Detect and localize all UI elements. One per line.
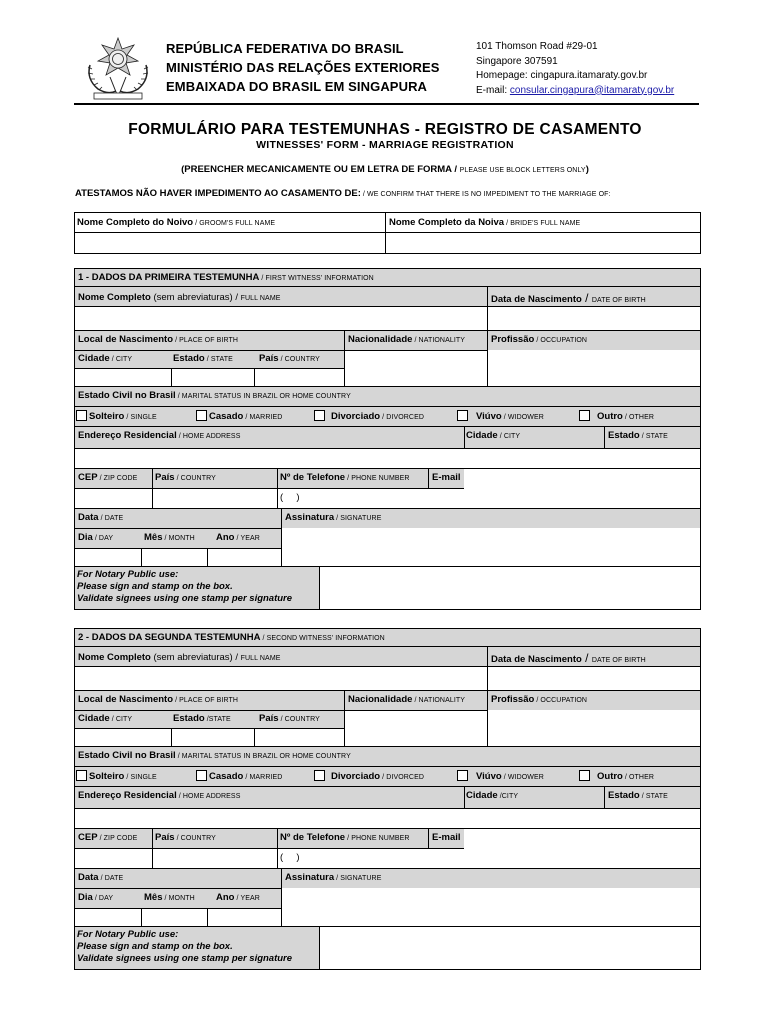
day-en: / DAY: [92, 535, 114, 542]
divorced-checkbox[interactable]: [314, 770, 325, 781]
full-name-mid: (sem abreviaturas) /: [150, 292, 241, 303]
attestation-line: [75, 188, 611, 199]
address-en: / HOME ADDRESS: [176, 433, 241, 440]
divider: [74, 786, 701, 787]
married-pt: Casado: [209, 771, 244, 782]
home-address-field[interactable]: [75, 449, 700, 468]
zip-country-label: [155, 832, 216, 845]
city-en: / CITY: [109, 356, 133, 363]
full-name-en: FULL NAME: [240, 295, 281, 302]
sig-pt: Assinatura: [285, 512, 335, 523]
dob-pt: Data de Nascimento: [491, 654, 582, 665]
instruction-en: PLEASE USE BLOCK LETTERS ONLY: [459, 167, 586, 174]
month-en: / MONTH: [162, 895, 195, 902]
marital-pt: Estado Civil no Brasil: [78, 750, 176, 761]
month-pt: Mês: [144, 532, 163, 543]
second-witness-section: [74, 628, 701, 970]
signature-field[interactable]: [282, 529, 700, 566]
date-label: [78, 872, 123, 885]
phone-parentheses: ( ): [280, 492, 300, 503]
groom-name-field[interactable]: [75, 233, 385, 253]
header-line-embassy: EMBAIXADA DO BRASIL EM SINGAPURA: [166, 79, 428, 94]
notary-line-1: For Notary Public use:: [77, 569, 179, 580]
zip-en: / ZIP CODE: [97, 475, 138, 482]
date-pt: Data: [78, 512, 99, 523]
brazil-coat-of-arms-icon: [80, 35, 156, 101]
divider: [74, 508, 701, 509]
year-label: [216, 892, 260, 905]
country-pt: País: [259, 713, 279, 724]
single-pt: Solteiro: [89, 771, 125, 782]
bride-name-label: [389, 217, 580, 230]
marital-en: / MARITAL STATUS IN BRAZIL OR HOME COUNTRY: [175, 393, 351, 400]
other-en: / OTHER: [622, 774, 654, 781]
month-field[interactable]: [142, 909, 207, 926]
single-option[interactable]: [76, 410, 157, 424]
zcountry-pt: País: [155, 832, 175, 843]
occ-pt: Profissão: [491, 334, 535, 345]
date-pt: Data: [78, 872, 99, 883]
email-field[interactable]: [465, 469, 700, 508]
pob-en: / PLACE OF BIRTH: [173, 337, 239, 344]
day-en: / DAY: [92, 895, 114, 902]
other-pt: Outro: [597, 411, 623, 422]
city-label: [78, 713, 132, 726]
address-pt: Endereço Residencial: [78, 790, 177, 801]
divider: [74, 766, 701, 767]
year-field[interactable]: [208, 909, 281, 926]
dob-en: DATE OF BIRTH: [591, 297, 646, 304]
sig-en: / SIGNATURE: [334, 515, 382, 522]
married-pt: Casado: [209, 411, 244, 422]
attestation-pt: ATESTAMOS NÃO HAVER IMPEDIMENTO AO CASAMENTO DE:: [75, 188, 361, 199]
groom-label-pt: Nome Completo do Noivo: [77, 217, 194, 228]
notary-instructions: [77, 569, 292, 605]
phone-label: [280, 472, 410, 485]
full-name-field[interactable]: [75, 307, 487, 330]
other-option[interactable]: [579, 410, 654, 424]
section-title-pt: 2 - DADOS DA SEGUNDA TESTEMUNHA: [78, 632, 261, 643]
divider: [74, 868, 701, 869]
divider: [74, 888, 281, 889]
addr-city-pt: Cidade: [466, 790, 498, 801]
homepage-text: Homepage: cingapura.itamaraty.gov.br: [476, 70, 648, 81]
city-pt: Cidade: [78, 353, 110, 364]
addr-city-pt: Cidade: [466, 430, 498, 441]
divider: [74, 330, 701, 331]
section-title: [78, 272, 374, 285]
single-checkbox[interactable]: [76, 410, 87, 421]
zip-pt: CEP: [78, 832, 98, 843]
single-en: / SINGLE: [124, 414, 157, 421]
zip-country-field[interactable]: [153, 849, 277, 868]
embassy-address-block: [476, 40, 736, 98]
section-title: [78, 632, 385, 645]
occ-en: / OCCUPATION: [534, 337, 588, 344]
day-field[interactable]: [75, 549, 141, 566]
month-label: [144, 892, 195, 905]
phone-parentheses: ( ): [280, 852, 300, 863]
zip-field[interactable]: [75, 489, 152, 508]
notary-line-2: Please sign and stamp on the box.: [77, 581, 233, 592]
instruction-pt: (PREENCHER MECANICAMENTE OU EM LETRA DE FORMA /: [181, 164, 460, 175]
occ-en: / OCCUPATION: [534, 697, 588, 704]
zcountry-pt: País: [155, 472, 175, 483]
notary-stamp-box[interactable]: [320, 567, 700, 609]
email-label: E-mail: [432, 472, 461, 483]
state-pt: Estado: [173, 713, 205, 724]
divorced-en: / DIVORCED: [380, 414, 424, 421]
month-pt: Mês: [144, 892, 163, 903]
country-pt: País: [259, 353, 279, 364]
pob-label: [78, 694, 238, 707]
divider: [428, 468, 429, 488]
divider: [464, 786, 465, 808]
married-en: / MARRIED: [243, 414, 283, 421]
section-title-pt: 1 - DADOS DA PRIMEIRA TESTEMUNHA: [78, 272, 260, 283]
country-label: [259, 353, 320, 366]
addr-state-pt: Estado: [608, 430, 640, 441]
day-field[interactable]: [75, 909, 141, 926]
pob-en: / PLACE OF BIRTH: [173, 697, 239, 704]
full-name-field[interactable]: [75, 667, 487, 690]
dob-field[interactable]: [488, 307, 700, 330]
home-address-field[interactable]: [75, 809, 700, 828]
attestation-en: / WE CONFIRM THAT THERE IS NO IMPEDIMENT TO THE MARRIAGE OF:: [360, 191, 611, 198]
divider: [74, 746, 701, 747]
married-en: / MARRIED: [243, 774, 283, 781]
dob-sep: /: [581, 651, 592, 665]
dob-en: DATE OF BIRTH: [591, 657, 646, 664]
nat-pt: Nacionalidade: [348, 334, 413, 345]
groom-label-en: / GROOM'S FULL NAME: [193, 220, 276, 227]
single-option[interactable]: [76, 770, 157, 784]
divorced-pt: Divorciado: [331, 771, 381, 782]
header-title-block: [166, 39, 466, 96]
year-pt: Ano: [216, 892, 235, 903]
sig-en: / SIGNATURE: [334, 875, 382, 882]
nationality-field[interactable]: [345, 711, 487, 746]
widower-en: / WIDOWER: [501, 414, 544, 421]
married-option[interactable]: [196, 410, 282, 424]
state-label: [173, 353, 233, 366]
state-pt: Estado: [173, 353, 205, 364]
divider: [74, 528, 281, 529]
divider: [604, 786, 605, 808]
city-en: / CITY: [109, 716, 133, 723]
address-state-label: [608, 790, 668, 803]
full-name-label: [78, 652, 281, 665]
widower-pt: Viúvo: [476, 771, 502, 782]
signature-field[interactable]: [282, 889, 700, 926]
marital-pt: Estado Civil no Brasil: [78, 390, 176, 401]
addr-city-en: / CITY: [497, 433, 521, 440]
nationality-label: [348, 694, 465, 707]
notary-stamp-box[interactable]: [320, 927, 700, 969]
birth-city-field[interactable]: [75, 729, 171, 746]
addr-state-en: / STATE: [639, 433, 668, 440]
birth-country-field[interactable]: [255, 729, 344, 746]
divider: [74, 386, 701, 387]
single-en: / SINGLE: [124, 774, 157, 781]
email-link[interactable]: consular.cingapura@itamaraty.gov.br: [509, 84, 675, 96]
block-letters-instruction: [0, 164, 770, 175]
marital-en: / MARITAL STATUS IN BRAZIL OR HOME COUNTRY: [175, 753, 351, 760]
occupation-label: [491, 694, 587, 707]
married-checkbox[interactable]: [196, 410, 207, 421]
address-pt: Endereço Residencial: [78, 430, 177, 441]
full-name-en: FULL NAME: [240, 655, 281, 662]
address-line-1: 101 Thomson Road #29-01: [476, 41, 598, 52]
email-field[interactable]: [465, 829, 700, 868]
bride-label-en: / BRIDE'S FULL NAME: [504, 220, 581, 227]
notary-line-3: Validate signees using one stamp per signature: [77, 593, 293, 604]
other-en: / OTHER: [622, 414, 654, 421]
notary-instructions: [77, 929, 292, 965]
phone-field[interactable]: [278, 489, 464, 508]
home-address-label: [78, 430, 240, 443]
notary-line-1: For Notary Public use:: [77, 929, 179, 940]
divorced-option[interactable]: [314, 410, 424, 424]
header-rule: [74, 103, 699, 105]
phone-field[interactable]: [278, 849, 464, 868]
zip-pt: CEP: [78, 472, 98, 483]
address-state-label: [608, 430, 668, 443]
day-pt: Dia: [78, 532, 93, 543]
married-checkbox[interactable]: [196, 770, 207, 781]
nat-pt: Nacionalidade: [348, 694, 413, 705]
city-pt: Cidade: [78, 713, 110, 724]
full-name-label: [78, 292, 281, 305]
signature-label: [285, 512, 381, 525]
year-pt: Ano: [216, 532, 235, 543]
day-label: [78, 532, 113, 545]
divider: [74, 426, 701, 427]
year-label: [216, 532, 260, 545]
month-en: / MONTH: [162, 535, 195, 542]
widower-option[interactable]: [457, 410, 544, 424]
addr-state-pt: Estado: [608, 790, 640, 801]
full-name-mid: (sem abreviaturas) /: [150, 652, 241, 663]
section-title-en: / SECOND WITNESS' INFORMATION: [260, 635, 385, 642]
zip-en: / ZIP CODE: [97, 835, 138, 842]
instruction-close: ): [585, 164, 589, 175]
widower-checkbox[interactable]: [457, 770, 468, 781]
widower-pt: Viúvo: [476, 411, 502, 422]
nationality-field[interactable]: [345, 351, 487, 386]
bride-label-pt: Nome Completo da Noiva: [389, 217, 505, 228]
date-label: [78, 512, 123, 525]
coat-of-arms-emblem: [80, 35, 156, 101]
divider: [74, 286, 701, 287]
divider: [74, 646, 701, 647]
address-city-label: [466, 790, 518, 803]
other-option[interactable]: [579, 770, 654, 784]
pob-label: [78, 334, 238, 347]
dob-sep: /: [581, 291, 592, 305]
birth-state-field[interactable]: [172, 729, 254, 746]
year-field[interactable]: [208, 549, 281, 566]
zip-country-label: [155, 472, 216, 485]
divorced-checkbox[interactable]: [314, 410, 325, 421]
married-option[interactable]: [196, 770, 282, 784]
divider: [428, 828, 429, 848]
occupation-field[interactable]: [488, 711, 700, 746]
groom-name-label: [77, 217, 275, 230]
bride-name-field[interactable]: [386, 233, 700, 253]
form-title: FORMULÁRIO PARA TESTEMUNHAS - REGISTRO DE CASAMENTO: [128, 121, 642, 138]
other-checkbox[interactable]: [579, 410, 590, 421]
state-en: /STATE: [204, 716, 231, 723]
home-address-label: [78, 790, 240, 803]
phone-en: / PHONE NUMBER: [345, 835, 410, 842]
widower-option[interactable]: [457, 770, 544, 784]
phone-pt: Nº de Telefone: [280, 832, 346, 843]
country-en: / COUNTRY: [278, 716, 320, 723]
full-name-pt: Nome Completo: [78, 652, 151, 663]
phone-en: / PHONE NUMBER: [345, 475, 410, 482]
email-label: E-mail: [432, 832, 461, 843]
dob-field[interactable]: [488, 667, 700, 690]
section-title-en: / FIRST WITNESS' INFORMATION: [259, 275, 374, 282]
notary-line-2: Please sign and stamp on the box.: [77, 941, 233, 952]
widower-checkbox[interactable]: [457, 410, 468, 421]
signature-label: [285, 872, 381, 885]
state-label: [173, 713, 231, 726]
nat-en: / NATIONALITY: [412, 337, 466, 344]
country-en: / COUNTRY: [278, 356, 320, 363]
address-en: / HOME ADDRESS: [176, 793, 241, 800]
occ-pt: Profissão: [491, 694, 535, 705]
other-checkbox[interactable]: [579, 770, 590, 781]
birth-country-field[interactable]: [255, 369, 344, 386]
city-label: [78, 353, 132, 366]
divorced-en: / DIVORCED: [380, 774, 424, 781]
single-pt: Solteiro: [89, 411, 125, 422]
email-line: [476, 84, 736, 99]
divorced-option[interactable]: [314, 770, 424, 784]
other-pt: Outro: [597, 771, 623, 782]
day-pt: Dia: [78, 892, 93, 903]
dob-pt: Data de Nascimento: [491, 294, 582, 305]
addr-state-en: / STATE: [639, 793, 668, 800]
marital-status-label: [78, 750, 351, 763]
year-en: / YEAR: [234, 535, 260, 542]
notary-line-3: Validate signees using one stamp per signature: [77, 953, 293, 964]
birth-state-field[interactable]: [172, 369, 254, 386]
zcountry-en: / COUNTRY: [174, 835, 216, 842]
state-en: / STATE: [204, 356, 233, 363]
zcountry-en: / COUNTRY: [174, 475, 216, 482]
pob-pt: Local de Nascimento: [78, 694, 174, 705]
zip-country-field[interactable]: [153, 489, 277, 508]
sig-pt: Assinatura: [285, 872, 335, 883]
divider: [74, 690, 701, 691]
form-subtitle: WITNESSES' FORM - MARRIAGE REGISTRATION: [256, 139, 514, 151]
occupation-field[interactable]: [488, 351, 700, 386]
year-en: / YEAR: [234, 895, 260, 902]
nationality-label: [348, 334, 465, 347]
divider: [74, 406, 701, 407]
zip-field[interactable]: [75, 849, 152, 868]
full-name-pt: Nome Completo: [78, 292, 151, 303]
dob-label: [491, 652, 646, 667]
address-line-2: Singapore 307591: [476, 55, 558, 67]
date-en: / DATE: [98, 875, 124, 882]
zip-label: [78, 472, 137, 485]
email-prefix: E-mail:: [476, 84, 510, 96]
date-en: / DATE: [98, 515, 124, 522]
single-checkbox[interactable]: [76, 770, 87, 781]
day-label: [78, 892, 113, 905]
country-label: [259, 713, 320, 726]
header-line-republic: REPÚBLICA FEDERATIVA DO BRASIL: [166, 41, 404, 56]
month-label: [144, 532, 195, 545]
widower-en: / WIDOWER: [501, 774, 544, 781]
zip-label: [78, 832, 137, 845]
first-witness-section: [74, 268, 701, 610]
pob-pt: Local de Nascimento: [78, 334, 174, 345]
occupation-label: [491, 334, 587, 347]
phone-label: [280, 832, 410, 845]
birth-city-field[interactable]: [75, 369, 171, 386]
address-city-label: [466, 430, 520, 443]
divider: [464, 426, 465, 448]
divider: [604, 426, 605, 448]
addr-city-en: /CITY: [497, 793, 519, 800]
divorced-pt: Divorciado: [331, 411, 381, 422]
nat-en: / NATIONALITY: [412, 697, 466, 704]
month-field[interactable]: [142, 549, 207, 566]
header-line-ministry: MINISTÉRIO DAS RELAÇÕES EXTERIORES: [166, 60, 440, 75]
marital-status-label: [78, 390, 351, 403]
dob-label: [491, 292, 646, 307]
phone-pt: Nº de Telefone: [280, 472, 346, 483]
